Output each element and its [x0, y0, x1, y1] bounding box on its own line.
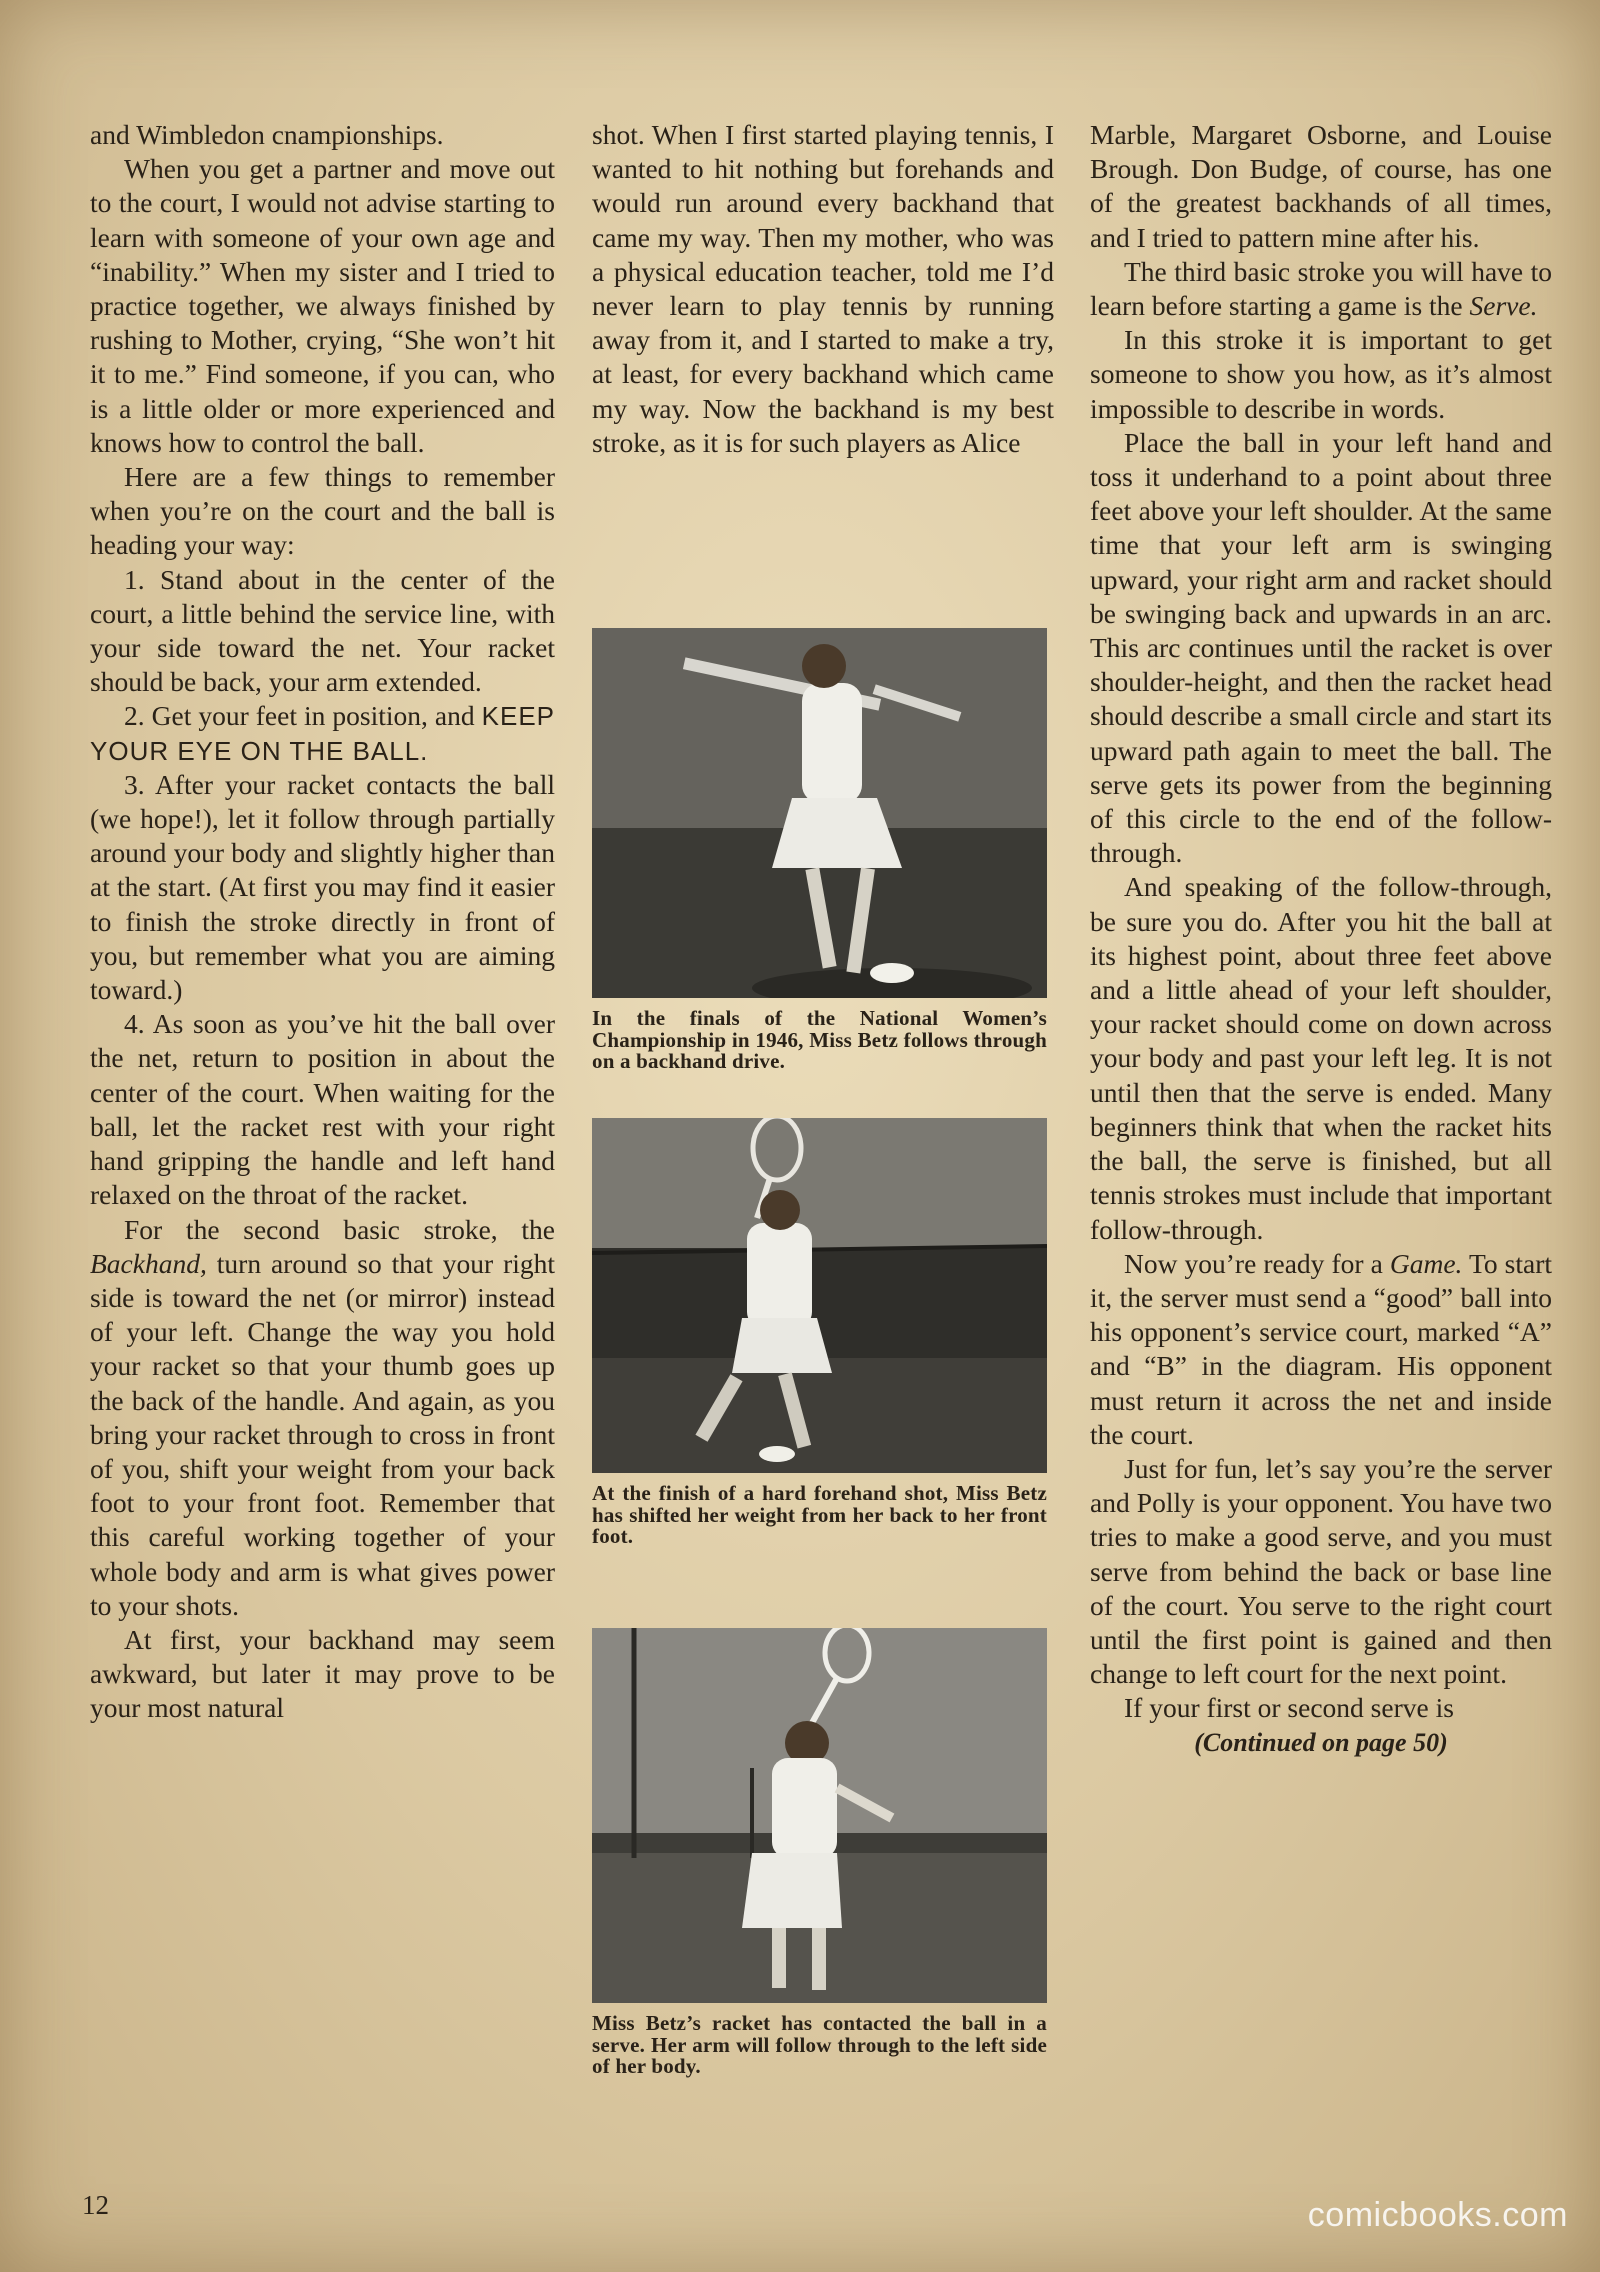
page-number: 12	[82, 2190, 109, 2220]
paragraph: For the second basic stroke, the Backhand, turn around so that your right side is toward the net (or mirror) instead of your left. Change the way you hold your racket so that your thumb goes up the back of the handle. And again, as you bring your racket through to cross in front of you, shift your weight from your back foot to your front foot. Remember that this careful working together of your whole body and arm is what gives power to your shots.	[90, 1213, 556, 1621]
article-column-2	[592, 118, 1054, 460]
watermark: comicbooks.com	[1307, 2196, 1568, 2234]
stroke-term: Backhand,	[90, 1247, 207, 1279]
numbered-tip-4: 4. As soon as you’ve hit the ball over the net, return to position in about the center of the court. When waiting for the ball, let the racket rest with your right hand gripping the handle and left hand relaxed on the throat of the racket.	[90, 1008, 555, 1211]
paragraph: When you get a partner and move out to the court, I would not advise starting to learn with someone of your own age and “inability.” When my sister and I tried to practice together, we always finished by rushing to Mother, crying, “She won’t hit it to me.” Find someone, if you can, who is a little older or more experienced and knows how to control the ball.	[90, 153, 555, 458]
paragraph: and Wimbledon cnampionships.	[90, 119, 444, 150]
numbered-tip-2: 2. Get your feet in position, and KEEP YOUR EYE ON THE BALL.	[90, 700, 556, 766]
paragraph: In this stroke it is important to get someone to show you how, as it’s almost impossible to describe in words.	[1090, 324, 1552, 424]
photo-block-3	[592, 1628, 1047, 2078]
photo-backhand	[592, 628, 1047, 998]
emphasis-caps: KEEP YOUR EYE ON THE BALL.	[90, 701, 556, 766]
photo-caption-2: At the finish of a hard forehand shot, Miss Betz has shifted her weight from her back to her front foot.	[592, 1481, 1047, 1548]
paragraph: Just for fun, let’s say you’re the server and Polly is your opponent. You have two tries to make a good serve, and you must serve from behind the back or base line of the court. You serve to the right court until the first point is gained and then change to left court for the next point.	[1090, 1452, 1552, 1690]
paragraph: Marble, Margaret Osborne, and Louise Brough. Don Budge, of course, has one of the greatest backhands of all times, and I tried to pattern mine after his.	[1090, 119, 1552, 253]
numbered-tip-3: 3. After your racket contacts the ball (we hope!), let it follow through partially around your body and slightly higher than at the start. (At first you may find it easier to finish the stroke directly in front of you, but remember what you are aiming toward.)	[90, 768, 555, 1006]
article-column-1	[90, 118, 555, 1726]
stroke-term: Serve.	[1469, 290, 1538, 322]
paragraph: If your first or second serve is	[1124, 1692, 1454, 1724]
numbered-tip-1: 1. Stand about in the center of the court, a little behind the service line, with your side toward the net. Your racket should be back, your arm extended.	[90, 563, 555, 698]
continued-note: (Continued on page 50)	[1194, 1727, 1448, 1757]
photo-caption-3: Miss Betz’s racket has contacted the ball in a serve. Her arm will follow through to the left side of her body.	[592, 2011, 1047, 2078]
paragraph: Here are a few things to remember when you’re on the court and the ball is heading your way:	[90, 461, 555, 561]
paragraph: shot. When I first started playing tennis, I wanted to hit nothing but forehands and would run around every backhand that came my way. Then my mother, who was a physical education teacher, told me I’d never learn to play tennis by running away from it, and I started to make a try, at least, for every backhand which came my way. Now the backhand is my best stroke, as it is for such players as Alice	[592, 119, 1054, 458]
photo-forehand	[592, 1118, 1047, 1473]
paragraph: At first, your backhand may seem awkward, but later it may prove to be your most natural	[90, 1623, 555, 1724]
paragraph: Now you’re ready for a Game. To start it, the server must send a “good” ball into his opponent’s service court, marked “A” and “B” in the diagram. His opponent must return it across the net and inside the court.	[1090, 1247, 1552, 1450]
game-term: Game.	[1389, 1247, 1463, 1279]
paragraph: And speaking of the follow-through, be sure you do. After you hit the ball at its highest point, about three feet above and a little ahead of your left shoulder, your racket should come on down across your body and past your left leg. It is not until then that the serve is ended. Many beginners think that when the racket hits the ball, the serve is finished, but all tennis strokes must include that important follow-through.	[1090, 871, 1552, 1245]
photo-serve	[592, 1628, 1047, 2003]
paragraph: Place the ball in your left hand and toss it underhand to a point about three feet above your left shoulder. At the same time that your left arm is swinging upward, your right arm and racket should be swinging back and upwards in an arc. This arc continues until the racket is over shoulder-height, and then the racket head should describe a small circle and start its upward path again to meet the ball. The serve gets its power from the beginning of this circle to the end of the follow-through.	[1090, 426, 1552, 869]
paragraph: The third basic stroke you will have to learn before starting a game is the Serve.	[1090, 255, 1552, 322]
photo-caption-1: In the finals of the National Women’s Championship in 1946, Miss Betz follows through on a backhand drive.	[592, 1006, 1047, 1073]
article-column-3	[1090, 118, 1552, 1760]
photo-block-2	[592, 1118, 1047, 1548]
photo-block-1	[592, 628, 1047, 1073]
